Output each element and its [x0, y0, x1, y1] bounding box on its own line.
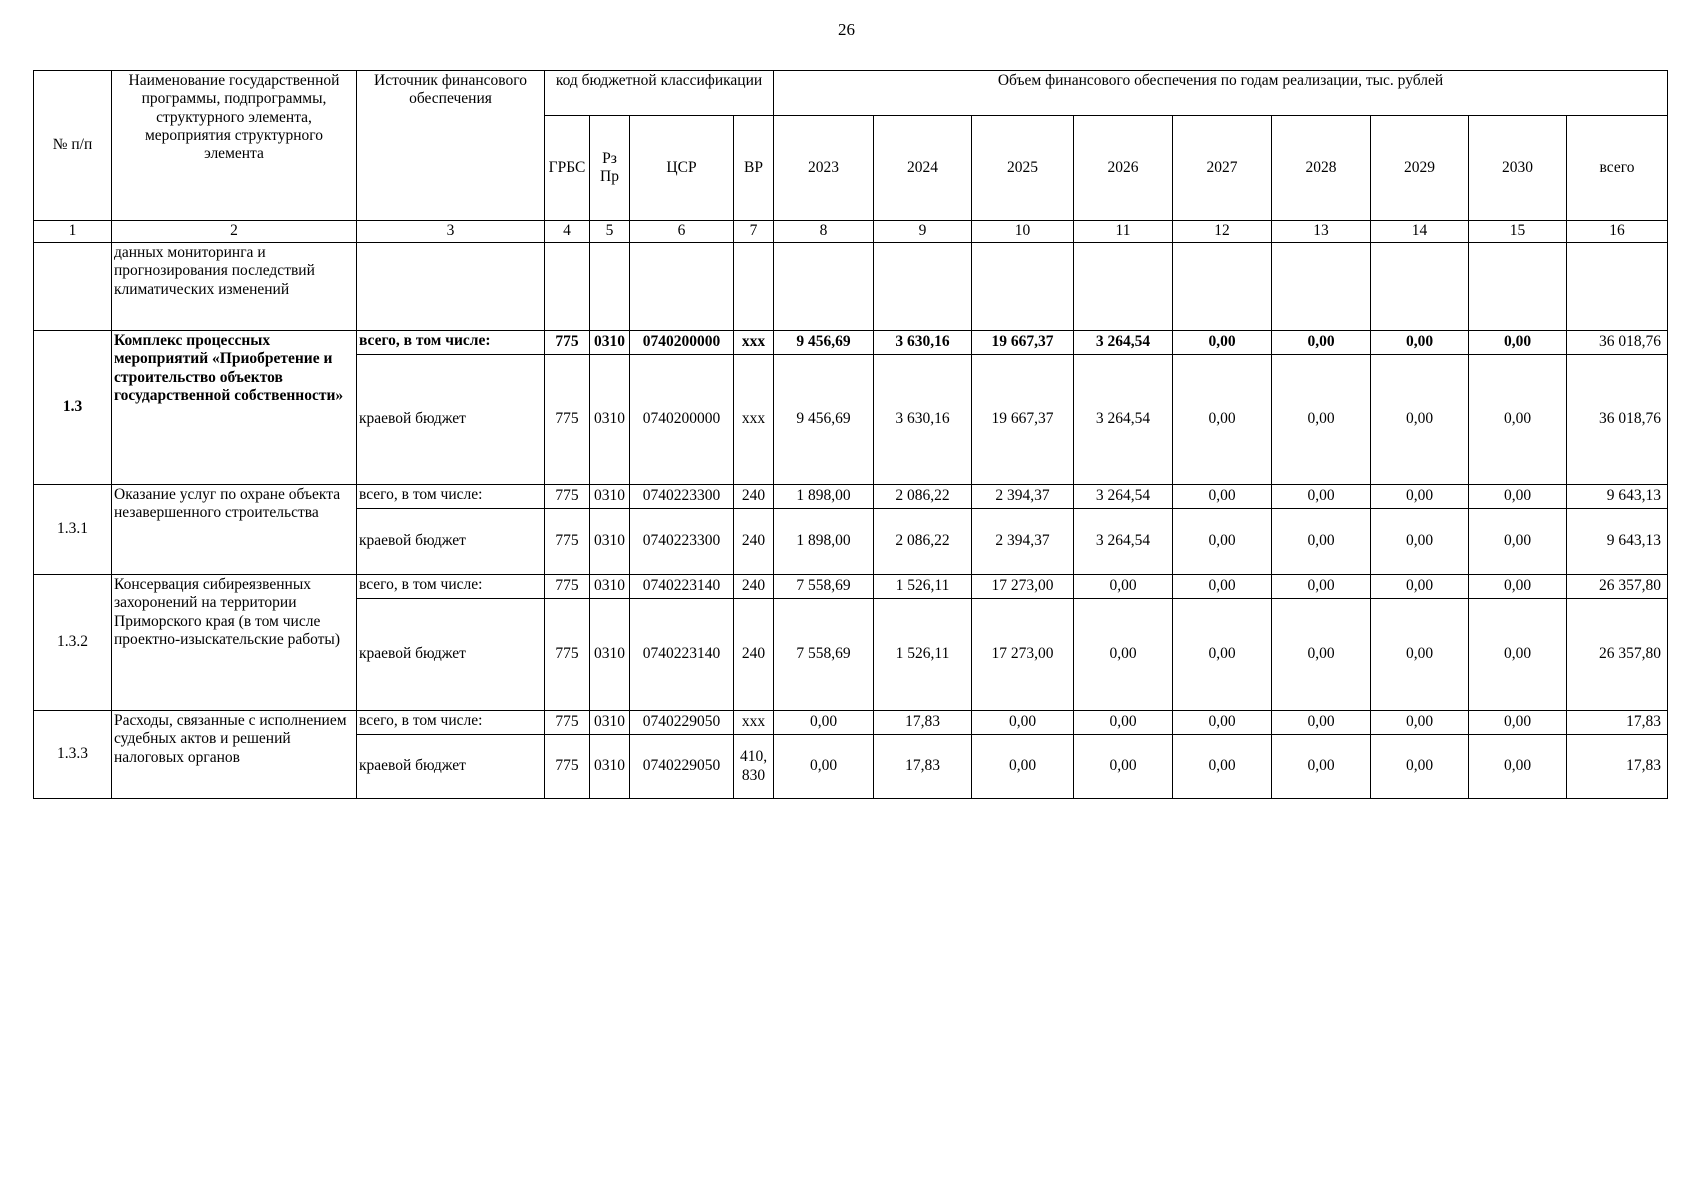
total-value: 36 018,76 [1567, 331, 1668, 355]
csr-code: 0740229050 [630, 735, 734, 799]
year-value-2028: 0,00 [1272, 509, 1371, 575]
item-number: 1.3 [34, 331, 112, 485]
year-value-2030: 0,00 [1469, 485, 1567, 509]
funding-source: краевой бюджет [357, 599, 545, 711]
item-number: 1.3.3 [34, 711, 112, 799]
year-value-2027: 0,00 [1173, 509, 1272, 575]
year-value-2024: 3 630,16 [874, 355, 972, 485]
total-value: 26 357,80 [1567, 575, 1668, 599]
year-value-2023: 1 898,00 [774, 485, 874, 509]
column-number: 14 [1371, 221, 1469, 243]
year-value-2027: 0,00 [1173, 485, 1272, 509]
financing-table [33, 70, 1668, 799]
rzpr-code: 0310 [590, 575, 630, 599]
csr-code: 0740229050 [630, 711, 734, 735]
csr-code: 0740223140 [630, 575, 734, 599]
year-value-2026: 3 264,54 [1074, 355, 1173, 485]
rzpr-code: 0310 [590, 711, 630, 735]
year-value-2026: 0,00 [1074, 599, 1173, 711]
year-value-2030: 0,00 [1469, 599, 1567, 711]
column-number: 8 [774, 221, 874, 243]
year-value-2025: 17 273,00 [972, 599, 1074, 711]
year-value-2025: 2 394,37 [972, 485, 1074, 509]
continuation-name: данных мониторинга и прогнозирования последствий климатических изменений [112, 243, 357, 331]
csr-code: 0740223300 [630, 485, 734, 509]
total-value: 17,83 [1567, 711, 1668, 735]
year-value-2023: 0,00 [774, 735, 874, 799]
header-year-2029: 2029 [1371, 116, 1469, 221]
column-number: 1 [34, 221, 112, 243]
header-year-2028: 2028 [1272, 116, 1371, 221]
header-year-2024: 2024 [874, 116, 972, 221]
rzpr-code: 0310 [590, 735, 630, 799]
header-csr: ЦСР [630, 116, 734, 221]
year-value-2027: 0,00 [1173, 355, 1272, 485]
rzpr-code: 0310 [590, 355, 630, 485]
year-value-2030: 0,00 [1469, 735, 1567, 799]
vr-code: ххх [734, 711, 774, 735]
column-number: 4 [545, 221, 590, 243]
item-number: 1.3.2 [34, 575, 112, 711]
header-year-2025: 2025 [972, 116, 1074, 221]
year-value-2023: 7 558,69 [774, 599, 874, 711]
item-number: 1.3.1 [34, 485, 112, 575]
grbs-code: 775 [545, 485, 590, 509]
item-name: Оказание услуг по охране объекта незавершенного строительства [112, 485, 357, 575]
year-value-2027: 0,00 [1173, 735, 1272, 799]
header-volume: Объем финансового обеспечения по годам реализации, тыс. рублей [774, 71, 1668, 116]
year-value-2030: 0,00 [1469, 509, 1567, 575]
year-value-2030: 0,00 [1469, 331, 1567, 355]
column-number: 6 [630, 221, 734, 243]
column-number: 11 [1074, 221, 1173, 243]
year-value-2029: 0,00 [1371, 575, 1469, 599]
funding-source: краевой бюджет [357, 735, 545, 799]
vr-code: 240 [734, 599, 774, 711]
vr-code: 240 [734, 575, 774, 599]
funding-source: всего, в том числе: [357, 485, 545, 509]
year-value-2024: 3 630,16 [874, 331, 972, 355]
item-name: Комплекс процессных мероприятий «Приобретение и строительство объектов государственной собственности» [112, 331, 357, 485]
year-value-2026: 0,00 [1074, 711, 1173, 735]
year-value-2028: 0,00 [1272, 575, 1371, 599]
year-value-2030: 0,00 [1469, 355, 1567, 485]
year-value-2029: 0,00 [1371, 711, 1469, 735]
funding-source: краевой бюджет [357, 509, 545, 575]
year-value-2026: 3 264,54 [1074, 485, 1173, 509]
column-number: 9 [874, 221, 972, 243]
total-value: 17,83 [1567, 735, 1668, 799]
year-value-2025: 0,00 [972, 711, 1074, 735]
year-value-2023: 7 558,69 [774, 575, 874, 599]
vr-code: ххх [734, 331, 774, 355]
item-name: Расходы, связанные с исполнением судебных актов и решений налоговых органов [112, 711, 357, 799]
column-number: 7 [734, 221, 774, 243]
rzpr-code: 0310 [590, 599, 630, 711]
column-number: 10 [972, 221, 1074, 243]
year-value-2030: 0,00 [1469, 711, 1567, 735]
year-value-2027: 0,00 [1173, 711, 1272, 735]
header-year-2027: 2027 [1173, 116, 1272, 221]
grbs-code: 775 [545, 575, 590, 599]
header-source: Источник финансового обеспечения [357, 71, 545, 221]
year-value-2024: 1 526,11 [874, 599, 972, 711]
year-value-2029: 0,00 [1371, 735, 1469, 799]
column-number: 12 [1173, 221, 1272, 243]
column-number: 15 [1469, 221, 1567, 243]
csr-code: 0740200000 [630, 355, 734, 485]
year-value-2025: 2 394,37 [972, 509, 1074, 575]
year-value-2028: 0,00 [1272, 485, 1371, 509]
header-total: всего [1567, 116, 1668, 221]
rzpr-code: 0310 [590, 509, 630, 575]
year-value-2025: 17 273,00 [972, 575, 1074, 599]
grbs-code: 775 [545, 509, 590, 575]
year-value-2023: 1 898,00 [774, 509, 874, 575]
year-value-2026: 0,00 [1074, 735, 1173, 799]
header-name: Наименование государственной программы, подпрограммы, структурного элемента, мероприятия структурного элемента [112, 71, 357, 221]
csr-code: 0740223300 [630, 509, 734, 575]
year-value-2024: 2 086,22 [874, 485, 972, 509]
year-value-2029: 0,00 [1371, 485, 1469, 509]
header-vr: ВР [734, 116, 774, 221]
year-value-2028: 0,00 [1272, 735, 1371, 799]
table-row [34, 331, 1668, 355]
column-number: 5 [590, 221, 630, 243]
total-value: 9 643,13 [1567, 485, 1668, 509]
total-value: 9 643,13 [1567, 509, 1668, 575]
header-rzpr: Рз Пр [590, 116, 630, 221]
grbs-code: 775 [545, 599, 590, 711]
year-value-2029: 0,00 [1371, 331, 1469, 355]
year-value-2024: 1 526,11 [874, 575, 972, 599]
funding-source: всего, в том числе: [357, 331, 545, 355]
header-no: № п/п [34, 71, 112, 221]
rzpr-code: 0310 [590, 485, 630, 509]
grbs-code: 775 [545, 331, 590, 355]
year-value-2025: 19 667,37 [972, 355, 1074, 485]
rzpr-code: 0310 [590, 331, 630, 355]
year-value-2023: 9 456,69 [774, 355, 874, 485]
year-value-2029: 0,00 [1371, 355, 1469, 485]
vr-code: 240 [734, 485, 774, 509]
column-number: 2 [112, 221, 357, 243]
year-value-2026: 3 264,54 [1074, 509, 1173, 575]
column-number: 3 [357, 221, 545, 243]
total-value: 26 357,80 [1567, 599, 1668, 711]
year-value-2028: 0,00 [1272, 355, 1371, 485]
grbs-code: 775 [545, 735, 590, 799]
page-number: 26 [838, 20, 855, 39]
year-value-2028: 0,00 [1272, 331, 1371, 355]
funding-source: всего, в том числе: [357, 711, 545, 735]
year-value-2026: 0,00 [1074, 575, 1173, 599]
header-year-2023: 2023 [774, 116, 874, 221]
year-value-2025: 19 667,37 [972, 331, 1074, 355]
year-value-2026: 3 264,54 [1074, 331, 1173, 355]
header-year-2026: 2026 [1074, 116, 1173, 221]
header-year-2030: 2030 [1469, 116, 1567, 221]
table-row [34, 711, 1668, 735]
grbs-code: 775 [545, 711, 590, 735]
table-row [34, 575, 1668, 599]
column-number: 13 [1272, 221, 1371, 243]
csr-code: 0740223140 [630, 599, 734, 711]
year-value-2030: 0,00 [1469, 575, 1567, 599]
grbs-code: 775 [545, 355, 590, 485]
year-value-2024: 2 086,22 [874, 509, 972, 575]
header-budget-code: код бюджетной классификации [545, 71, 774, 116]
year-value-2028: 0,00 [1272, 599, 1371, 711]
total-value: 36 018,76 [1567, 355, 1668, 485]
year-value-2029: 0,00 [1371, 599, 1469, 711]
continuation-no [34, 243, 112, 331]
item-name: Консервация сибиреязвенных захоронений на территории Приморского края (в том числе проектно-изыскательские работы) [112, 575, 357, 711]
funding-source: краевой бюджет [357, 355, 545, 485]
vr-code: 410, 830 [734, 735, 774, 799]
year-value-2027: 0,00 [1173, 331, 1272, 355]
year-value-2024: 17,83 [874, 735, 972, 799]
year-value-2028: 0,00 [1272, 711, 1371, 735]
year-value-2024: 17,83 [874, 711, 972, 735]
year-value-2025: 0,00 [972, 735, 1074, 799]
vr-code: ххх [734, 355, 774, 485]
year-value-2023: 9 456,69 [774, 331, 874, 355]
table-row [34, 485, 1668, 509]
year-value-2029: 0,00 [1371, 509, 1469, 575]
header-grbs: ГРБС [545, 116, 590, 221]
funding-source: всего, в том числе: [357, 575, 545, 599]
vr-code: 240 [734, 509, 774, 575]
year-value-2027: 0,00 [1173, 599, 1272, 711]
year-value-2027: 0,00 [1173, 575, 1272, 599]
column-number: 16 [1567, 221, 1668, 243]
year-value-2023: 0,00 [774, 711, 874, 735]
csr-code: 0740200000 [630, 331, 734, 355]
